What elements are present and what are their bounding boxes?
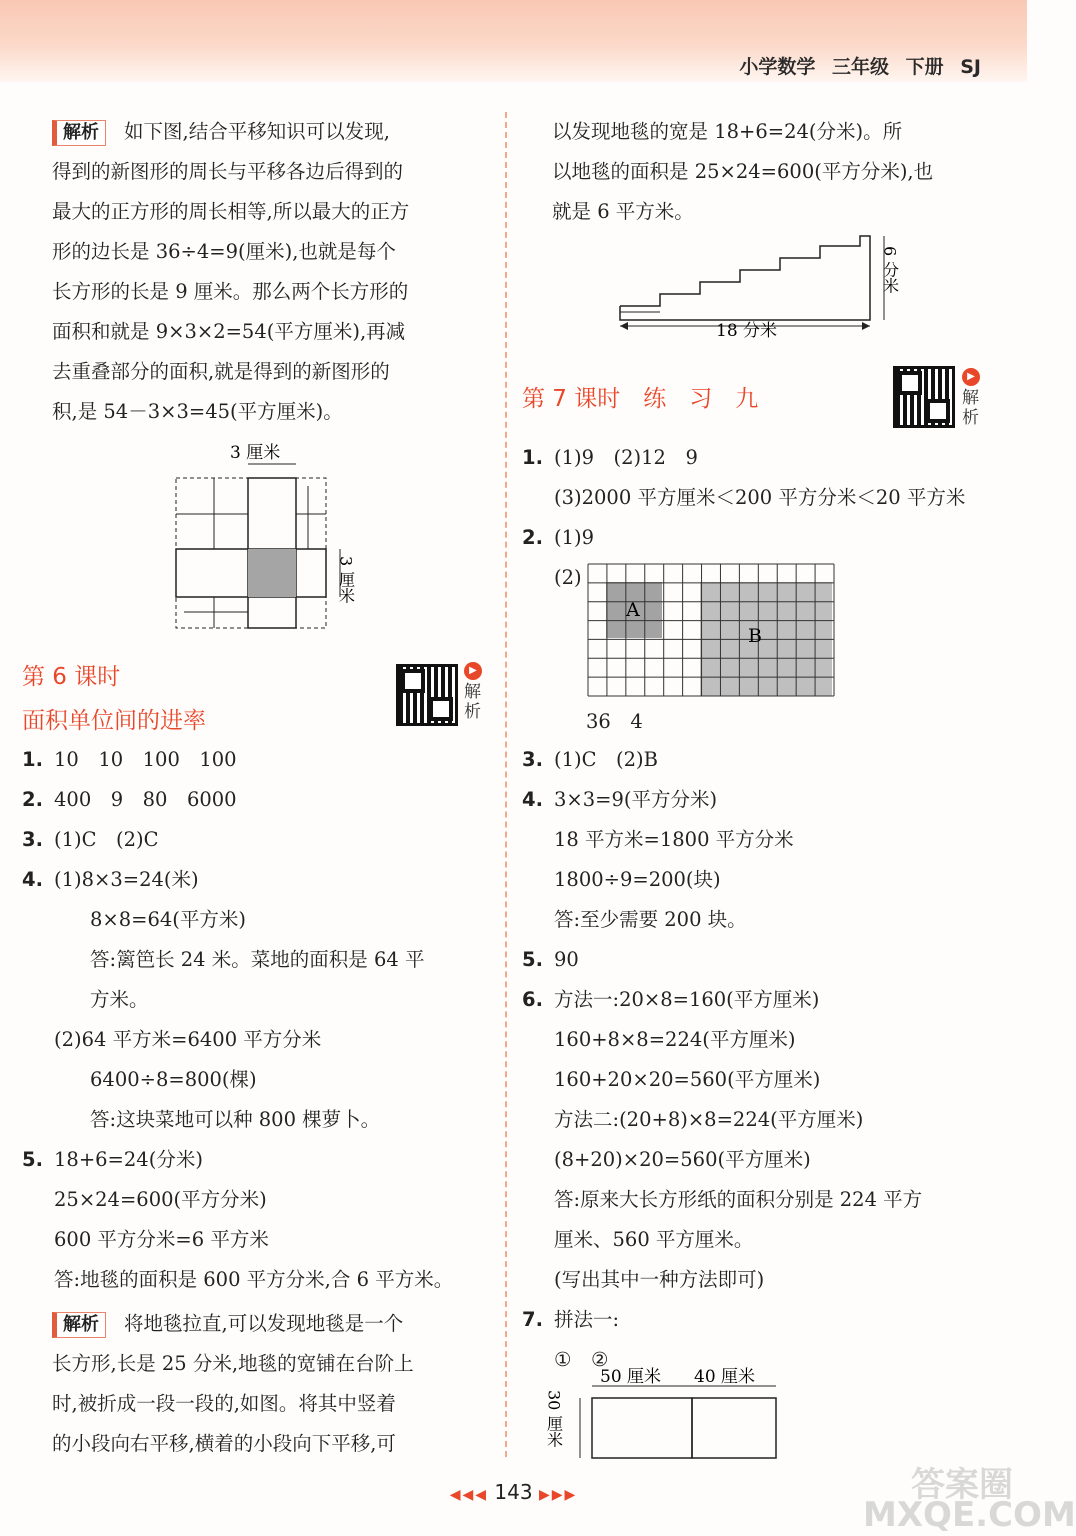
analysis-line: 面积和就是 9×3×2=54(平方厘米),再减 [52,320,406,343]
analysis-line: 积,是 54－3×3=45(平方厘米)。 [52,400,343,423]
fig7-label-b: 40 厘米 [694,1367,756,1387]
analysis-line: 得到的新图形的周长与平移各边后得到的 [52,160,404,183]
answer-line: 方法二:(20+8)×8=224(平方厘米) [554,1108,864,1131]
analysis-line: 以地毯的面积是 25×24=600(平方分米),也 [552,160,934,183]
answer-1: 1. (1)9 (2)12 9 [522,446,698,469]
translation-figure [160,438,370,638]
answer-5: 5. 90 [522,948,579,971]
lesson6-heading [22,660,206,738]
prev-arrows-icon: ◀◀◀ [449,1487,489,1503]
answer-7: 7. 拼法一: [522,1308,620,1331]
tiling-figure [544,1364,788,1464]
lesson6-subtitle: 面积单位间的进率 [22,708,206,734]
lesson6-title: 第 6 课时 [22,664,121,690]
analysis-line: 就是 6 平方米。 [552,200,694,223]
answer-line: 8×8=64(平方米) [90,908,247,931]
answer-line: 18 平方米=1800 平方分米 [554,828,794,851]
answer-2: 2. 400 9 80 6000 [22,788,237,811]
answer-line: 答:原来大长方形纸的面积分别是 224 平方 [554,1188,923,1211]
stairs-side-label: 6 分米 [880,246,900,294]
qr-code-lesson6[interactable] [396,664,458,726]
answer-2: 2. (1)9 [522,526,595,549]
page-number: 143 [494,1480,533,1504]
qr-code-lesson7[interactable] [893,366,955,428]
fig-side-label: 3 厘米 [336,556,356,604]
grid-label-b: B [748,625,762,647]
qr-label-lesson7[interactable]: ▶ 解析 [962,368,982,428]
answer-line: 600 平方分米=6 平方米 [54,1228,269,1251]
analysis-line: 以发现地毯的宽是 18+6=24(分米)。所 [552,120,903,143]
answer-2-result: 36 4 [586,710,643,733]
analysis-block-2 [52,1304,492,1464]
answer-line: 25×24=600(平方分米) [54,1188,267,1211]
answer-line: 答:这块菜地可以种 800 棵萝卜。 [90,1108,381,1131]
answer-line: ① ② [554,1348,609,1371]
lesson7-title: 第 7 课时 练 习 九 [522,386,759,412]
qr-label-lesson6[interactable]: ▶ 解析 [464,662,484,722]
answer-line: (8+20)×20=560(平方厘米) [554,1148,811,1171]
analysis-line: 时,被折成一段一段的,如图。将其中竖着 [52,1392,396,1415]
analysis-tag: 解析 [52,120,106,146]
answer-line: 160+20×20=560(平方厘米) [554,1068,821,1091]
analysis-line: 形的边长是 36÷4=9(厘米),也就是每个 [52,240,396,263]
answer-line: (2)64 平方米=6400 平方分米 [54,1028,322,1051]
answer-line: 1800÷9=200(块) [554,868,721,891]
analysis-line: 长方形,长是 25 分米,地毯的宽铺在台阶上 [52,1352,414,1375]
right-continuation [552,112,992,232]
running-header [739,52,981,79]
analysis-line: 如下图,结合平移知识可以发现, [124,120,390,143]
analysis-line: 长方形的长是 9 厘米。那么两个长方形的 [52,280,409,303]
analysis-tag: 解析 [52,1312,106,1338]
next-arrows-icon: ▶▶▶ [538,1487,578,1503]
lesson6-answers [22,740,492,1300]
header-subject: 小学数学 [739,56,816,78]
answer-6: 6. 方法一:20×8=160(平方厘米) [522,988,820,1011]
column-divider [505,112,507,1457]
answer-line: 答:至少需要 200 块。 [554,908,747,931]
answer-line: (写出其中一种方法即可) [554,1268,765,1291]
answer-line: (3)2000 平方厘米＜200 平方分米＜20 平方米 [554,486,966,509]
answer-4: 4. (1)8×3=24(米) [22,868,199,891]
play-icon: ▶ [464,662,482,680]
analysis-line: 将地毯拉直,可以发现地毯是一个 [124,1312,404,1335]
answer-5: 5. 18+6=24(分米) [22,1148,203,1171]
fig7-side-label: 30 厘米 [544,1390,564,1448]
answer-3: 3. (1)C (2)C [22,828,159,851]
header-grade: 三年级 [831,56,889,78]
answer-line: 160+8×8=224(平方厘米) [554,1028,796,1051]
analysis-line: 最大的正方形的周长相等,所以最大的正方 [52,200,410,223]
fig-top-label: 3 厘米 [230,443,281,463]
analysis-line: 去重叠部分的面积,就是得到的新图形的 [52,360,390,383]
answer-line: 厘米、560 平方厘米。 [554,1228,754,1251]
left-column [52,112,492,432]
answer-4: 4. 3×3=9(平方分米) [522,788,718,811]
answer-line: 答:地毯的面积是 600 平方分米,合 6 平方米。 [54,1268,454,1291]
answer-1: 1. 10 10 100 100 [22,748,237,771]
grid-figure [586,562,836,698]
analysis-line: 的小段向右平移,横着的小段向下平移,可 [52,1432,396,1455]
lesson7-answers-b [522,740,992,1380]
grid-label-a: A [626,599,640,621]
header-edition: SJ [960,56,981,78]
stairs-figure [612,228,912,343]
header-volume: 下册 [905,56,944,78]
answer-line: (2) [554,566,582,589]
answer-line: 6400÷8=800(棵) [90,1068,257,1091]
play-icon: ▶ [962,368,980,386]
answer-line: 方米。 [90,988,149,1011]
answer-3: 3. (1)C (2)B [522,748,658,771]
watermark: 答案圈 MXQE.COM [863,1465,1076,1535]
answer-line: 答:篱笆长 24 米。菜地的面积是 64 平 [90,948,425,971]
stairs-bottom-label: 18 分米 [716,321,778,341]
fig7-label-a: 50 厘米 [600,1367,662,1387]
